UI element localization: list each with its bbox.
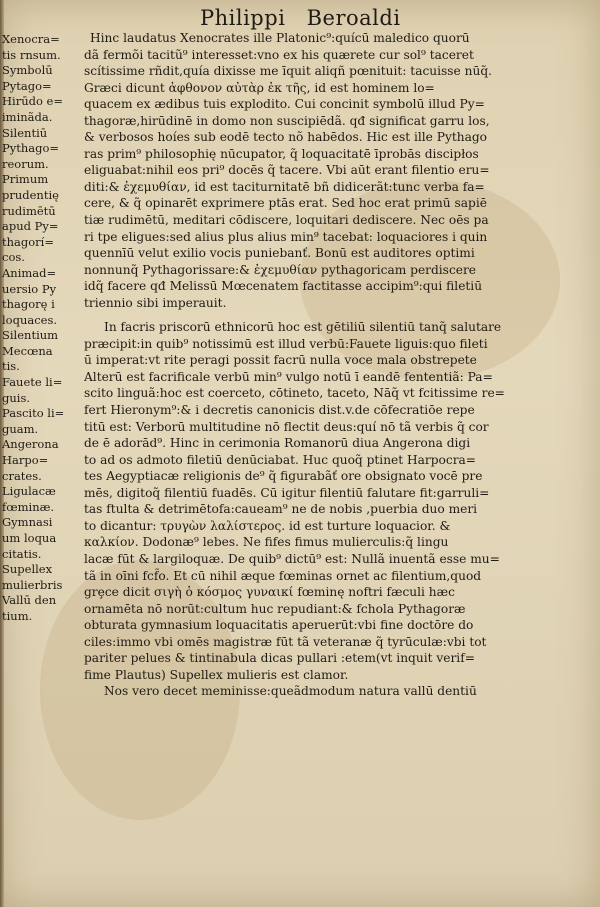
margin-note: mulierbris [2,577,63,592]
text-line: ciles:immo vbi omēs magistræ fūt tã veteranæ q̃ tyrūculæ:vbi tot [84,634,487,649]
text-line: & verbosos hoíes sub eodē tecto nõ habēdos. Hic est ille Pythago [84,130,488,145]
text-line: cere, & q̃ opinarēt exprimere ptās erat. Sed hoc erat primū sapiē [84,196,487,211]
text-line: thagoræ,hirūdinē in domo non suscipiēdã. qđ significat garru los, [84,113,490,128]
text-line: tã in oīni fcf̃o. Et cū nihil æque fœminas ornet ac filentium,quod [84,568,482,583]
margin-note: Primum [2,172,49,187]
text-line: In facris priscorū ethnicorū hoc est gētiliū silentiū tanq̃ salutare [104,320,502,335]
margin-note: Silentium [2,328,59,343]
text-line: to ad os admoto filetiū denūciabat. Huc quoq̃ ptinet Harpocra= [84,452,477,467]
margin-note: Animad= [2,265,57,280]
margin-note: apud Py= [2,219,59,234]
margin-note: thagorí= [2,234,54,249]
text-line: mēs, digitoq̃ filentiū fuadēs. Cū igitur filentiū falutare fit:garruli= [84,485,490,500]
margin-note: fœminæ. [2,499,55,514]
text-line: titū est: Verborū multitudine nō flectit deus:quí nō tã verbis q̃ cor [84,419,489,434]
margin-note: Vallū den [2,593,57,608]
margin-note: Symbolū [2,63,53,78]
text-line: diti:& ἐχεμυθίαν, id est taciturnitatē bñ didicerãt:tunc verba fa= [84,179,485,194]
margin-note: Angerona [2,437,59,452]
text-line: idq̃ facere qđ Melissū Mœcenatem factitasse accipim⁹:qui filetiū [84,279,483,294]
margin-note: Pytago= [2,78,52,93]
paragraph-gap [84,311,572,319]
text-line: Græci dicunt ἀφθονον αὐτὰρ ἐκ τῆς, id est hominem lo= [84,80,435,95]
margin-note: Silentiū [2,125,48,140]
text-line: pariter pelues & tintinabula dicas pullari :etem(vt inquit verif= [84,651,475,666]
text-line: grȩce dicit σιγὴ ὁ κόσμος γυναικί fœminę noftri fæculi hæc [84,585,455,600]
margin-note: iminãda. [2,109,53,124]
text-line: Alterū est facrificale verbū min⁹ vulgo notū ī eandē fententiã: Pa= [84,369,493,384]
text-line: obturata gymnasium loquacitatis aperuerūt:vbi fine doctōre do [84,618,474,633]
text-line: καλκίον. Dodonæ⁹ lebes. Ne fifes fimus mulierculis:q̃ lingu [84,535,449,550]
margin-note: Harpo= [2,453,49,468]
text-line: tiæ rudimētū, meditari cōdiscere, loquitari dediscere. Nec oēs pa [84,213,489,228]
text-line: Hinc laudatus Xenocrates ille Platonic⁹:quícū maledico quorū [90,31,470,45]
text-line: eliguabat:nihil eos pri⁹ docēs q̃ tacere. Vbi aūt erant filentio eru= [84,163,490,178]
margin-note: Gymnasi [2,515,53,530]
text-line: tes Aegyptiacæ religionis de⁹ q̃ figurabãť ore obsignato vocē pre [84,469,483,484]
text-line: triennio sibi imperauit. [84,295,227,310]
header-word-1: Philippi [200,6,286,30]
margin-note: Ligulacæ [2,484,56,499]
margin-note: guis. [2,390,31,405]
text-line: to dicantur: τρυγὼν λαλίστερος. id est turture loquacior. & [84,518,451,533]
margin-note: thagorę i [2,297,55,312]
margin-note: rudimētū [2,203,56,218]
margin-note: Hirūdo e= [2,94,63,109]
text-line: ras prim⁹ philosophię nūcupator, q̃ loquacitatē īprobās discipłos [84,146,479,161]
text-line: tas ftulta & detrimētofa:caueam⁹ ne de nobis ,puerbia duo meri [84,502,478,517]
text-line: præcipit:in quib⁹ notissimū est illud verbū:Fauete liguis:quo fileti [84,336,488,351]
margin-note: cos. [2,250,25,265]
margin-note: Mecœna [2,343,53,358]
text-line: ri tpe eligues:sed alius plus alius min⁹ tacebat: loquaciores i quin [84,229,488,244]
text-line: ū imperat:vt rite peragi possit facrū nulla voce mala obstrepete [84,353,477,368]
margin-notes [2,32,80,625]
margin-note: loquaces. [2,312,58,327]
header-word-2: Beroaldi [306,6,401,30]
paragraph-2 [84,319,572,700]
text-line: dã fermõi tacitũ⁹ interesset:vno ex his quærete cur sol⁹ taceret [84,47,474,62]
text-line: de ē adorād⁹. Hinc in cerimonia Romanorū diua Angerona digi [84,436,471,451]
margin-note: um loqua [2,531,57,545]
text-line: ornamēta nō norūt:cultum huc repudiant:& fchola Pythagoræ [84,601,466,616]
text-line: quacem ex ædibus tuis explodito. Cui concinit symbolū illud Py= [84,97,485,112]
margin-note: reorum. [2,156,49,171]
margin-note: tis. [2,359,20,374]
margin-note: uersio Py [2,281,57,296]
text-line: lacæ fūt & largiloquæ. De quib⁹ dictū⁹ est: Nullã inuentã esse mu= [84,551,500,566]
running-header [200,6,480,30]
paragraph-1 [84,30,572,311]
text-line: quennīū velut exilio vocis puniebanť. Bonū est auditores optimi [84,246,475,261]
margin-note: prudentię [2,187,59,202]
text-line: scito linguã:hoc est coerceto, cōtineto, taceto, Nāq̃ vt fcitissime re= [84,386,505,401]
margin-note: Supellex [2,562,53,577]
text-line: nonnunq̃ Pythagorissare:& ἐχεμυθίαν pythagoricam perdiscere [84,262,477,277]
text-line: Nos vero decet meminisse:queãdmodum natura vallū dentiū [104,684,477,699]
margin-note: tis rnsum. [2,47,61,62]
main-text [84,30,572,700]
margin-note: guam. [2,421,39,436]
text-line: fert Hieronym⁹:& i decretis canonicis dist.v.de cōfecratiōe repe [84,403,475,418]
margin-note: tium. [2,608,33,623]
margin-note: Pascito li= [2,406,65,421]
margin-note: Fauete li= [2,375,63,390]
margin-note: crates. [2,468,42,483]
text-line: fime Plautus) Supellex mulieris est clamor. [84,667,349,682]
margin-note: Pythago= [2,141,60,156]
text-line: scítissime rñdit,quía dixisse me īquit aliqñ pœnituit: tacuisse nūq̃. [84,64,493,79]
margin-note: Xenocra= [2,32,60,46]
margin-note: citatis. [2,546,42,561]
